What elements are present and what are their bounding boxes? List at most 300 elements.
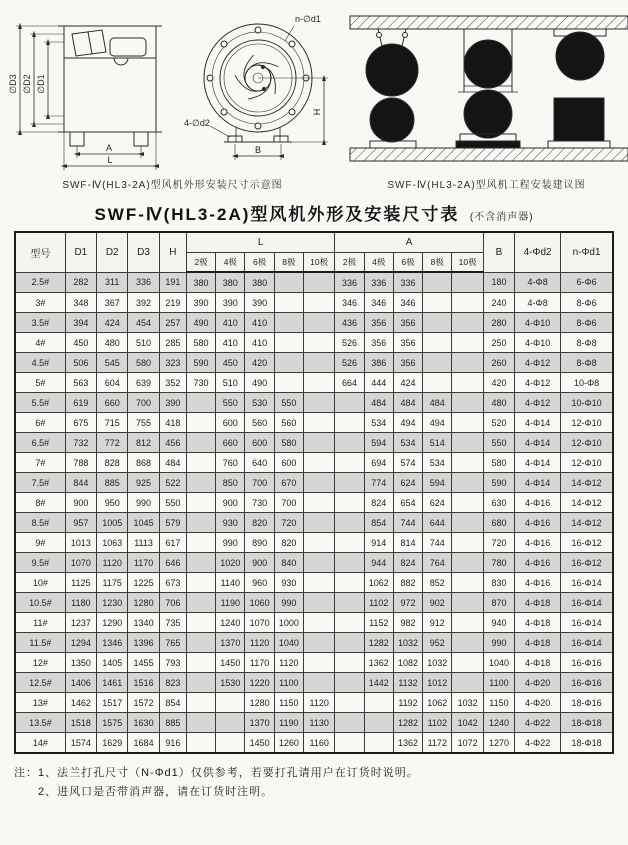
value-cell: 940: [483, 613, 514, 633]
value-cell: 520: [483, 413, 514, 433]
value-cell: 600: [216, 413, 245, 433]
side-view-caption: SWF-Ⅳ(HL3-2A)型风机外形安装尺寸示意图: [62, 180, 283, 191]
value-cell: [423, 373, 452, 393]
value-cell: 1190: [216, 593, 245, 613]
value-cell: 386: [364, 353, 393, 373]
value-cell: [335, 633, 364, 653]
value-cell: 780: [483, 553, 514, 573]
value-cell: 4-Φ14: [515, 413, 561, 433]
fan-front-view-drawing: [182, 8, 340, 174]
value-cell: 534: [423, 453, 452, 473]
value-cell: 885: [97, 473, 128, 493]
value-cell: 823: [159, 673, 186, 693]
value-cell: [452, 333, 483, 353]
value-cell: [303, 413, 334, 433]
value-cell: 410: [216, 333, 245, 353]
value-cell: 390: [159, 393, 186, 413]
value-cell: [452, 673, 483, 693]
value-cell: 450: [65, 333, 96, 353]
value-cell: 352: [159, 373, 186, 393]
value-cell: 380: [216, 272, 245, 293]
value-cell: [423, 353, 452, 373]
value-cell: 972: [393, 593, 422, 613]
value-cell: 550: [483, 433, 514, 453]
value-cell: 914: [364, 533, 393, 553]
value-cell: 16-Φ14: [561, 613, 613, 633]
value-cell: 1461: [97, 673, 128, 693]
value-cell: 594: [364, 433, 393, 453]
value-cell: [335, 433, 364, 453]
dim-label-b: B: [254, 145, 262, 155]
value-cell: 4-Φ14: [515, 453, 561, 473]
value-cell: 510: [128, 333, 159, 353]
table-row: [15, 373, 613, 393]
value-cell: 1572: [128, 693, 159, 713]
value-cell: 824: [364, 493, 393, 513]
value-cell: 4-Φ16: [515, 493, 561, 513]
value-cell: [452, 553, 483, 573]
value-cell: 250: [483, 333, 514, 353]
value-cell: 490: [245, 373, 274, 393]
value-cell: 1150: [274, 693, 303, 713]
value-cell: [452, 573, 483, 593]
model-cell: 5#: [15, 373, 65, 393]
table-row: [15, 713, 613, 733]
value-cell: [335, 573, 364, 593]
value-cell: 1190: [274, 713, 303, 733]
value-cell: [303, 293, 334, 313]
value-cell: 793: [159, 653, 186, 673]
value-cell: 990: [483, 633, 514, 653]
value-cell: 280: [483, 313, 514, 333]
value-cell: 390: [216, 293, 245, 313]
value-cell: [303, 593, 334, 613]
value-cell: 16-Φ14: [561, 593, 613, 613]
value-cell: 494: [423, 413, 452, 433]
value-cell: 774: [364, 473, 393, 493]
value-cell: 820: [274, 533, 303, 553]
value-cell: 450: [216, 353, 245, 373]
value-cell: 646: [159, 553, 186, 573]
value-cell: 720: [274, 513, 303, 533]
header-a-group: A: [335, 232, 483, 253]
value-cell: 1150: [483, 693, 514, 713]
value-cell: 323: [159, 353, 186, 373]
value-cell: [274, 272, 303, 293]
value-cell: 916: [159, 733, 186, 754]
value-cell: [303, 633, 334, 653]
header-4-phi-d2: 4-Φd2: [515, 232, 561, 272]
value-cell: 925: [128, 473, 159, 493]
value-cell: 356: [364, 333, 393, 353]
dimension-table: [14, 231, 614, 754]
header-a-pole-4: 4极: [364, 253, 393, 273]
model-cell: 11.5#: [15, 633, 65, 653]
dim-label-l: L: [107, 155, 113, 165]
value-cell: 1140: [216, 573, 245, 593]
value-cell: 4-Φ18: [515, 593, 561, 613]
value-cell: [186, 733, 215, 754]
note-label: 注：: [14, 767, 38, 779]
value-cell: 882: [393, 573, 422, 593]
value-cell: 1240: [216, 613, 245, 633]
value-cell: 4-Φ22: [515, 713, 561, 733]
value-cell: 1020: [216, 553, 245, 573]
value-cell: [303, 613, 334, 633]
value-cell: 16-Φ14: [561, 573, 613, 593]
value-cell: 1629: [97, 733, 128, 754]
value-cell: 900: [245, 553, 274, 573]
table-body: [15, 272, 613, 753]
value-cell: 356: [393, 313, 422, 333]
value-cell: 885: [159, 713, 186, 733]
value-cell: 526: [335, 333, 364, 353]
model-cell: 7#: [15, 453, 65, 473]
value-cell: 1280: [245, 693, 274, 713]
value-cell: 484: [423, 393, 452, 413]
value-cell: 4-Φ14: [515, 433, 561, 453]
model-cell: 8.5#: [15, 513, 65, 533]
value-cell: 930: [216, 513, 245, 533]
value-cell: 1405: [97, 653, 128, 673]
value-cell: 1517: [97, 693, 128, 713]
table-row: [15, 593, 613, 613]
value-cell: 356: [393, 353, 422, 373]
model-cell: 13.5#: [15, 713, 65, 733]
value-cell: 522: [159, 473, 186, 493]
value-cell: [186, 553, 215, 573]
model-cell: 12.5#: [15, 673, 65, 693]
value-cell: 902: [423, 593, 452, 613]
value-cell: [452, 493, 483, 513]
value-cell: 1062: [423, 693, 452, 713]
value-cell: 812: [128, 433, 159, 453]
value-cell: [186, 613, 215, 633]
value-cell: 735: [159, 613, 186, 633]
value-cell: [364, 693, 393, 713]
value-cell: [303, 553, 334, 573]
value-cell: 639: [128, 373, 159, 393]
value-cell: 1125: [65, 573, 96, 593]
value-cell: 617: [159, 533, 186, 553]
value-cell: [303, 433, 334, 453]
value-cell: 550: [216, 393, 245, 413]
value-cell: 700: [245, 473, 274, 493]
value-cell: 890: [245, 533, 274, 553]
model-cell: 4.5#: [15, 353, 65, 373]
value-cell: 8-Φ8: [561, 353, 613, 373]
value-cell: [186, 653, 215, 673]
figures-row: [0, 0, 628, 176]
value-cell: [452, 413, 483, 433]
value-cell: 1230: [97, 593, 128, 613]
value-cell: 526: [335, 353, 364, 373]
value-cell: 660: [216, 433, 245, 453]
value-cell: 1160: [303, 733, 334, 754]
value-cell: 454: [128, 313, 159, 333]
value-cell: [216, 733, 245, 754]
value-cell: 1082: [393, 653, 422, 673]
value-cell: 1060: [245, 593, 274, 613]
value-cell: 1294: [65, 633, 96, 653]
value-cell: 12-Φ10: [561, 413, 613, 433]
value-cell: 4-Φ12: [515, 353, 561, 373]
header-d3: D3: [128, 232, 159, 272]
value-cell: 1450: [216, 653, 245, 673]
value-cell: 600: [245, 433, 274, 453]
value-cell: 14-Φ12: [561, 513, 613, 533]
value-cell: 4-Φ10: [515, 333, 561, 353]
value-cell: 4-Φ22: [515, 733, 561, 754]
value-cell: 4-Φ10: [515, 313, 561, 333]
value-cell: [303, 272, 334, 293]
value-cell: 456: [159, 433, 186, 453]
page-title: SWF-Ⅳ(HL3-2A)型风机外形及安装尺寸表: [94, 205, 460, 224]
value-cell: 311: [97, 272, 128, 293]
value-cell: 380: [186, 272, 215, 293]
value-cell: 514: [423, 433, 452, 453]
value-cell: 1063: [97, 533, 128, 553]
value-cell: [303, 653, 334, 673]
value-cell: 16-Φ14: [561, 633, 613, 653]
value-cell: 490: [186, 313, 215, 333]
installation-drawing: [348, 8, 628, 174]
table-row: [15, 693, 613, 713]
value-cell: 1237: [65, 613, 96, 633]
value-cell: 852: [423, 573, 452, 593]
value-cell: [335, 553, 364, 573]
value-cell: 990: [128, 493, 159, 513]
value-cell: 990: [274, 593, 303, 613]
value-cell: 394: [65, 313, 96, 333]
value-cell: 4-Φ12: [515, 393, 561, 413]
value-cell: 850: [216, 473, 245, 493]
value-cell: 706: [159, 593, 186, 613]
value-cell: 1102: [423, 713, 452, 733]
value-cell: 1290: [97, 613, 128, 633]
value-cell: 346: [393, 293, 422, 313]
model-cell: 4#: [15, 333, 65, 353]
value-cell: 410: [245, 333, 274, 353]
value-cell: 1120: [245, 633, 274, 653]
value-cell: 1100: [483, 673, 514, 693]
value-cell: 484: [159, 453, 186, 473]
value-cell: 506: [65, 353, 96, 373]
installation-figure: [348, 8, 628, 174]
value-cell: 1442: [364, 673, 393, 693]
table-header: [15, 232, 613, 272]
value-cell: 744: [423, 533, 452, 553]
value-cell: 484: [364, 393, 393, 413]
model-cell: 9.5#: [15, 553, 65, 573]
value-cell: [452, 272, 483, 293]
value-cell: 675: [65, 413, 96, 433]
value-cell: 4-Φ16: [515, 573, 561, 593]
value-cell: 534: [393, 433, 422, 453]
value-cell: 390: [186, 293, 215, 313]
value-cell: 1175: [97, 573, 128, 593]
value-cell: [216, 713, 245, 733]
value-cell: 730: [186, 373, 215, 393]
fan-side-view-figure: [2, 8, 182, 174]
value-cell: [303, 453, 334, 473]
table-row: [15, 653, 613, 673]
model-cell: 7.5#: [15, 473, 65, 493]
value-cell: [274, 333, 303, 353]
value-cell: 484: [393, 393, 422, 413]
value-cell: [335, 733, 364, 754]
value-cell: [452, 513, 483, 533]
value-cell: [364, 713, 393, 733]
value-cell: [335, 713, 364, 733]
value-cell: 1282: [364, 633, 393, 653]
value-cell: 1032: [393, 633, 422, 653]
value-cell: [186, 593, 215, 613]
value-cell: 10-Φ8: [561, 373, 613, 393]
value-cell: 1120: [97, 553, 128, 573]
table-row: [15, 673, 613, 693]
value-cell: 982: [393, 613, 422, 633]
table-title-row: [0, 200, 628, 226]
value-cell: 1070: [245, 613, 274, 633]
value-cell: 390: [245, 293, 274, 313]
value-cell: 580: [128, 353, 159, 373]
value-cell: 560: [245, 413, 274, 433]
value-cell: 1032: [423, 653, 452, 673]
value-cell: 700: [128, 393, 159, 413]
value-cell: 900: [216, 493, 245, 513]
value-cell: [335, 453, 364, 473]
value-cell: [452, 373, 483, 393]
value-cell: [452, 653, 483, 673]
dim-label-h: H: [312, 108, 322, 116]
value-cell: 510: [216, 373, 245, 393]
value-cell: 594: [423, 473, 452, 493]
value-cell: 14-Φ12: [561, 473, 613, 493]
value-cell: 1170: [245, 653, 274, 673]
value-cell: 1062: [364, 573, 393, 593]
value-cell: 1455: [128, 653, 159, 673]
value-cell: [452, 593, 483, 613]
table-row: [15, 513, 613, 533]
value-cell: 1260: [274, 733, 303, 754]
value-cell: 700: [274, 493, 303, 513]
dim-label-a: A: [105, 143, 113, 153]
value-cell: 1280: [128, 593, 159, 613]
value-cell: 418: [159, 413, 186, 433]
table-row: [15, 393, 613, 413]
value-cell: 4-Φ8: [515, 293, 561, 313]
value-cell: 580: [186, 333, 215, 353]
value-cell: 854: [159, 693, 186, 713]
note-items: [38, 764, 628, 803]
value-cell: 930: [274, 573, 303, 593]
value-cell: 950: [97, 493, 128, 513]
value-cell: 560: [274, 413, 303, 433]
table-row: [15, 353, 613, 373]
value-cell: 730: [245, 493, 274, 513]
value-cell: 1530: [216, 673, 245, 693]
value-cell: 4-Φ16: [515, 553, 561, 573]
value-cell: 1630: [128, 713, 159, 733]
value-cell: 336: [128, 272, 159, 293]
value-cell: 240: [483, 293, 514, 313]
value-cell: [335, 673, 364, 693]
value-cell: 1370: [216, 633, 245, 653]
value-cell: 960: [245, 573, 274, 593]
header-a-pole-8: 8极: [423, 253, 452, 273]
value-cell: [186, 433, 215, 453]
value-cell: [335, 413, 364, 433]
value-cell: 670: [274, 473, 303, 493]
value-cell: [186, 633, 215, 653]
value-cell: 356: [364, 313, 393, 333]
value-cell: 814: [393, 533, 422, 553]
value-cell: [186, 473, 215, 493]
value-cell: 1070: [65, 553, 96, 573]
value-cell: [335, 653, 364, 673]
value-cell: 580: [274, 433, 303, 453]
installation-caption: SWF-Ⅳ(HL3-2A)型风机工程安装建议图: [387, 180, 586, 191]
value-cell: 1462: [65, 693, 96, 713]
value-cell: 624: [423, 493, 452, 513]
value-cell: 336: [393, 272, 422, 293]
value-cell: 720: [483, 533, 514, 553]
value-cell: 868: [128, 453, 159, 473]
value-cell: [303, 313, 334, 333]
header-model: 型号: [15, 232, 65, 272]
value-cell: 282: [65, 272, 96, 293]
value-cell: 600: [274, 453, 303, 473]
value-cell: [423, 293, 452, 313]
value-cell: 1220: [245, 673, 274, 693]
table-row: [15, 633, 613, 653]
value-cell: 18-Φ16: [561, 693, 613, 713]
value-cell: 579: [159, 513, 186, 533]
table-row: [15, 473, 613, 493]
value-cell: 760: [216, 453, 245, 473]
page-title-suffix: (不含消声器): [469, 212, 534, 223]
value-cell: 630: [483, 493, 514, 513]
fan-side-view-drawing: [2, 8, 182, 174]
table-row: [15, 433, 613, 453]
header-l-pole-10: 10极: [303, 253, 334, 273]
header-l-pole-8: 8极: [274, 253, 303, 273]
value-cell: [303, 533, 334, 553]
value-cell: 10-Φ10: [561, 393, 613, 413]
value-cell: [186, 533, 215, 553]
value-cell: [335, 513, 364, 533]
value-cell: 1013: [65, 533, 96, 553]
value-cell: 1172: [423, 733, 452, 754]
value-cell: [335, 613, 364, 633]
table-row: [15, 553, 613, 573]
value-cell: 912: [423, 613, 452, 633]
value-cell: 1040: [274, 633, 303, 653]
value-cell: [303, 373, 334, 393]
value-cell: [423, 333, 452, 353]
header-l-pole-6: 6极: [245, 253, 274, 273]
value-cell: 356: [393, 333, 422, 353]
header-d2: D2: [97, 232, 128, 272]
value-cell: 1130: [303, 713, 334, 733]
value-cell: 1072: [452, 733, 483, 754]
value-cell: [186, 673, 215, 693]
dim-label-d2: ∅D2: [22, 74, 32, 94]
value-cell: 4-Φ18: [515, 653, 561, 673]
value-cell: 8-Φ6: [561, 313, 613, 333]
value-cell: 1005: [97, 513, 128, 533]
